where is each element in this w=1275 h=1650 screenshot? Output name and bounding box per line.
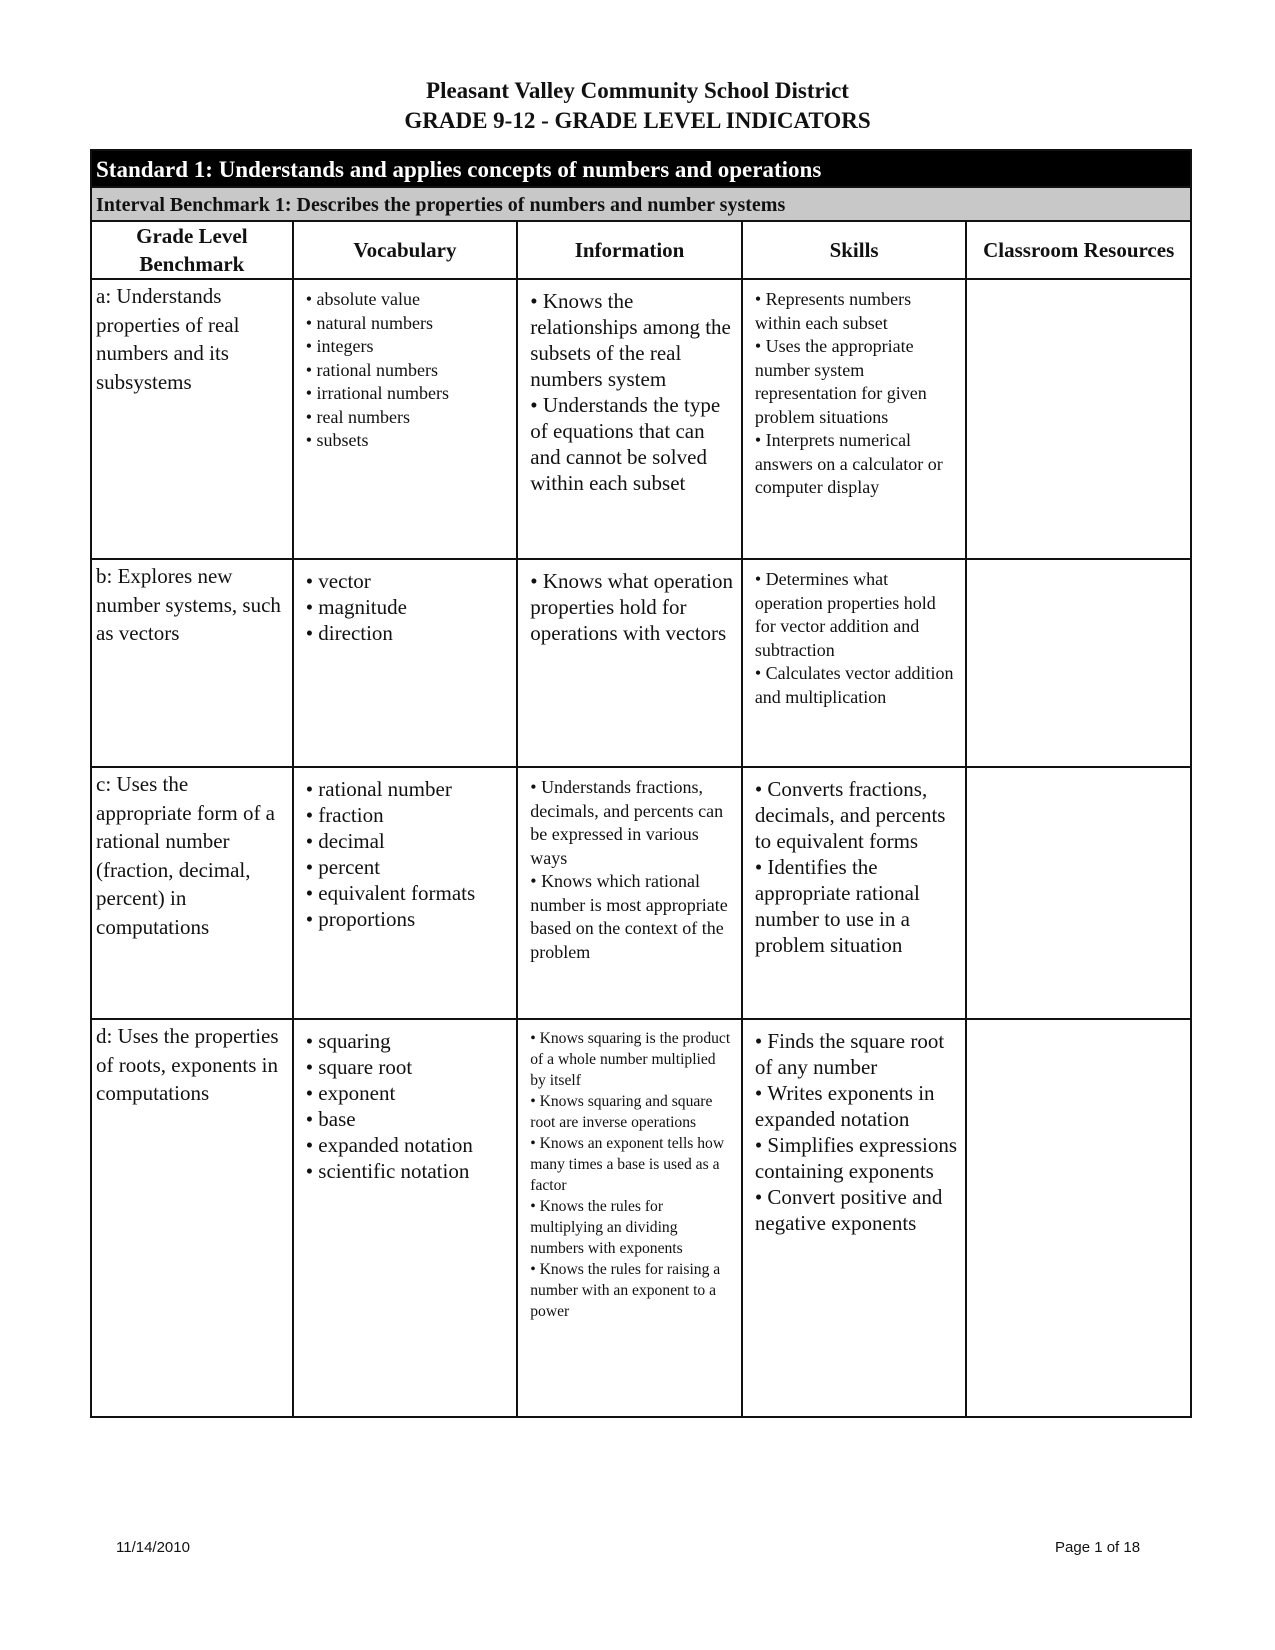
benchmark-cell: a: Understands properties of real numbers and its subsystems bbox=[91, 279, 293, 559]
information-cell bbox=[517, 279, 742, 559]
vocabulary-cell bbox=[293, 559, 518, 767]
interval-benchmark-heading: Interval Benchmark 1: Describes the properties of numbers and number systems bbox=[91, 187, 1191, 221]
resources-cell bbox=[966, 279, 1191, 559]
grade-level-title: GRADE 9-12 - GRADE LEVEL INDICATORS bbox=[404, 108, 871, 133]
list-item: • Interprets numerical answers on a calculator or computer display bbox=[755, 429, 960, 500]
list-item: • Knows the rules for raising a number with an exponent to a power bbox=[530, 1259, 735, 1322]
skills-cell bbox=[742, 1019, 967, 1417]
information-cell bbox=[517, 559, 742, 767]
information-cell bbox=[517, 1019, 742, 1417]
column-header-row bbox=[91, 221, 1191, 279]
footer-date: 11/14/2010 bbox=[116, 1539, 190, 1556]
table-row bbox=[91, 559, 1191, 767]
list-item: • exponent bbox=[306, 1080, 511, 1106]
list-item: • absolute value bbox=[306, 288, 511, 312]
column-header-skills: Skills bbox=[742, 221, 967, 279]
list-item: • Knows the relationships among the subsets of the real numbers system bbox=[530, 288, 735, 392]
list-item: • Knows squaring and square root are inverse operations bbox=[530, 1091, 735, 1133]
list-item: • Converts fractions, decimals, and percents to equivalent forms bbox=[755, 776, 960, 854]
list-item: • Determines what operation properties hold for vector addition and subtraction bbox=[755, 568, 960, 662]
interval-benchmark-row bbox=[91, 187, 1191, 221]
list-item: • natural numbers bbox=[306, 312, 511, 336]
skills-cell bbox=[742, 279, 967, 559]
vocabulary-cell bbox=[293, 279, 518, 559]
resources-cell bbox=[966, 559, 1191, 767]
skills-cell bbox=[742, 767, 967, 1019]
list-item: • Knows squaring is the product of a whole number multiplied by itself bbox=[530, 1028, 735, 1091]
vocabulary-cell bbox=[293, 767, 518, 1019]
list-item: • rational number bbox=[306, 776, 511, 802]
list-item: • Knows the rules for multiplying an dividing numbers with exponents bbox=[530, 1196, 735, 1259]
document-header bbox=[0, 76, 1275, 136]
list-item: • Knows an exponent tells how many times a base is used as a factor bbox=[530, 1133, 735, 1196]
skills-cell bbox=[742, 559, 967, 767]
column-header-resources: Classroom Resources bbox=[966, 221, 1191, 279]
table-row bbox=[91, 767, 1191, 1019]
list-item: • scientific notation bbox=[306, 1158, 511, 1184]
list-item: • Writes exponents in expanded notation bbox=[755, 1080, 960, 1132]
list-item: • expanded notation bbox=[306, 1132, 511, 1158]
list-item: • magnitude bbox=[306, 594, 511, 620]
list-item: • fraction bbox=[306, 802, 511, 828]
column-header-vocabulary: Vocabulary bbox=[293, 221, 518, 279]
table-row bbox=[91, 279, 1191, 559]
list-item: • rational numbers bbox=[306, 359, 511, 383]
list-item: • Calculates vector addition and multiplication bbox=[755, 662, 960, 709]
list-item: • percent bbox=[306, 854, 511, 880]
footer-page-number: Page 1 of 18 bbox=[1055, 1539, 1141, 1556]
indicators-table bbox=[90, 149, 1192, 1418]
list-item: • squaring bbox=[306, 1028, 511, 1054]
list-item: • Identifies the appropriate rational number to use in a problem situation bbox=[755, 854, 960, 958]
column-header-benchmark: Grade Level Benchmark bbox=[91, 221, 293, 279]
list-item: • direction bbox=[306, 620, 511, 646]
list-item: • vector bbox=[306, 568, 511, 594]
information-cell bbox=[517, 767, 742, 1019]
benchmark-cell: b: Explores new number systems, such as vectors bbox=[91, 559, 293, 767]
list-item: • subsets bbox=[306, 429, 511, 453]
benchmark-cell: d: Uses the properties of roots, exponents in computations bbox=[91, 1019, 293, 1417]
district-title: Pleasant Valley Community School District bbox=[426, 78, 849, 103]
list-item: • Represents numbers within each subset bbox=[755, 288, 960, 335]
list-item: • real numbers bbox=[306, 406, 511, 430]
table-row bbox=[91, 1019, 1191, 1417]
vocabulary-cell bbox=[293, 1019, 518, 1417]
list-item: • Knows what operation properties hold for operations with vectors bbox=[530, 568, 735, 646]
list-item: • Convert positive and negative exponents bbox=[755, 1184, 960, 1236]
list-item: • Understands the type of equations that can and cannot be solved within each subset bbox=[530, 392, 735, 496]
benchmark-cell: c: Uses the appropriate form of a rational number (fraction, decimal, percent) in computations bbox=[91, 767, 293, 1019]
list-item: • decimal bbox=[306, 828, 511, 854]
list-item: • irrational numbers bbox=[306, 382, 511, 406]
list-item: • base bbox=[306, 1106, 511, 1132]
list-item: • Uses the appropriate number system representation for given problem situations bbox=[755, 335, 960, 429]
list-item: • proportions bbox=[306, 906, 511, 932]
resources-cell bbox=[966, 767, 1191, 1019]
list-item: • Understands fractions, decimals, and percents can be expressed in various ways bbox=[530, 776, 735, 870]
list-item: • Simplifies expressions containing exponents bbox=[755, 1132, 960, 1184]
list-item: • equivalent formats bbox=[306, 880, 511, 906]
column-header-information: Information bbox=[517, 221, 742, 279]
resources-cell bbox=[966, 1019, 1191, 1417]
list-item: • Finds the square root of any number bbox=[755, 1028, 960, 1080]
standard-heading: Standard 1: Understands and applies concepts of numbers and operations bbox=[91, 150, 1191, 187]
list-item: • integers bbox=[306, 335, 511, 359]
list-item: • square root bbox=[306, 1054, 511, 1080]
list-item: • Knows which rational number is most appropriate based on the context of the problem bbox=[530, 870, 735, 964]
standard-row bbox=[91, 150, 1191, 187]
